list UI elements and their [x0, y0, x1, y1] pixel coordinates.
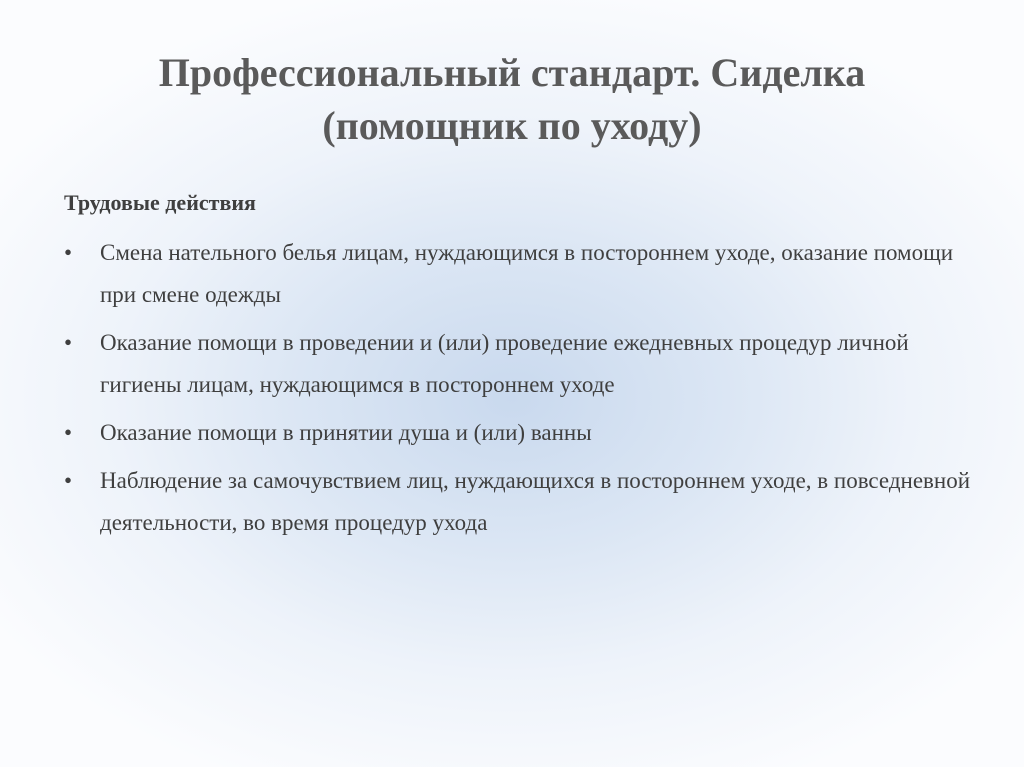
slide-title	[60, 46, 964, 152]
bullet-icon: •	[64, 240, 73, 265]
bullet-list	[64, 232, 984, 550]
bullet-item	[64, 460, 984, 544]
bullet-icon: •	[64, 468, 73, 493]
bullet-text: Оказание помощи в проведении и (или) проведение ежедневных процедур личной гигиены лицам, нуждающимся в постороннем уходе	[100, 330, 909, 397]
slide-title-line-2: (помощник по уходу)	[322, 103, 702, 148]
bullet-item	[64, 412, 984, 454]
bullet-icon: •	[64, 330, 73, 355]
bullet-text: Наблюдение за самочувствием лиц, нуждающихся в постороннем уходе, в повседневной деятельности, во время процедур ухода	[100, 468, 971, 535]
slide-title-line-1: Профессиональный стандарт. Сиделка	[158, 50, 866, 95]
bullet-text: Смена нательного белья лицам, нуждающимся в постороннем уходе, оказание помощи при смене одежды	[100, 240, 954, 307]
bullet-text: Оказание помощи в принятии душа и (или) ванны	[100, 420, 592, 445]
bullet-item	[64, 232, 984, 316]
section-heading: Трудовые действия	[64, 190, 256, 215]
bullet-icon: •	[64, 420, 73, 445]
bullet-item	[64, 322, 984, 406]
